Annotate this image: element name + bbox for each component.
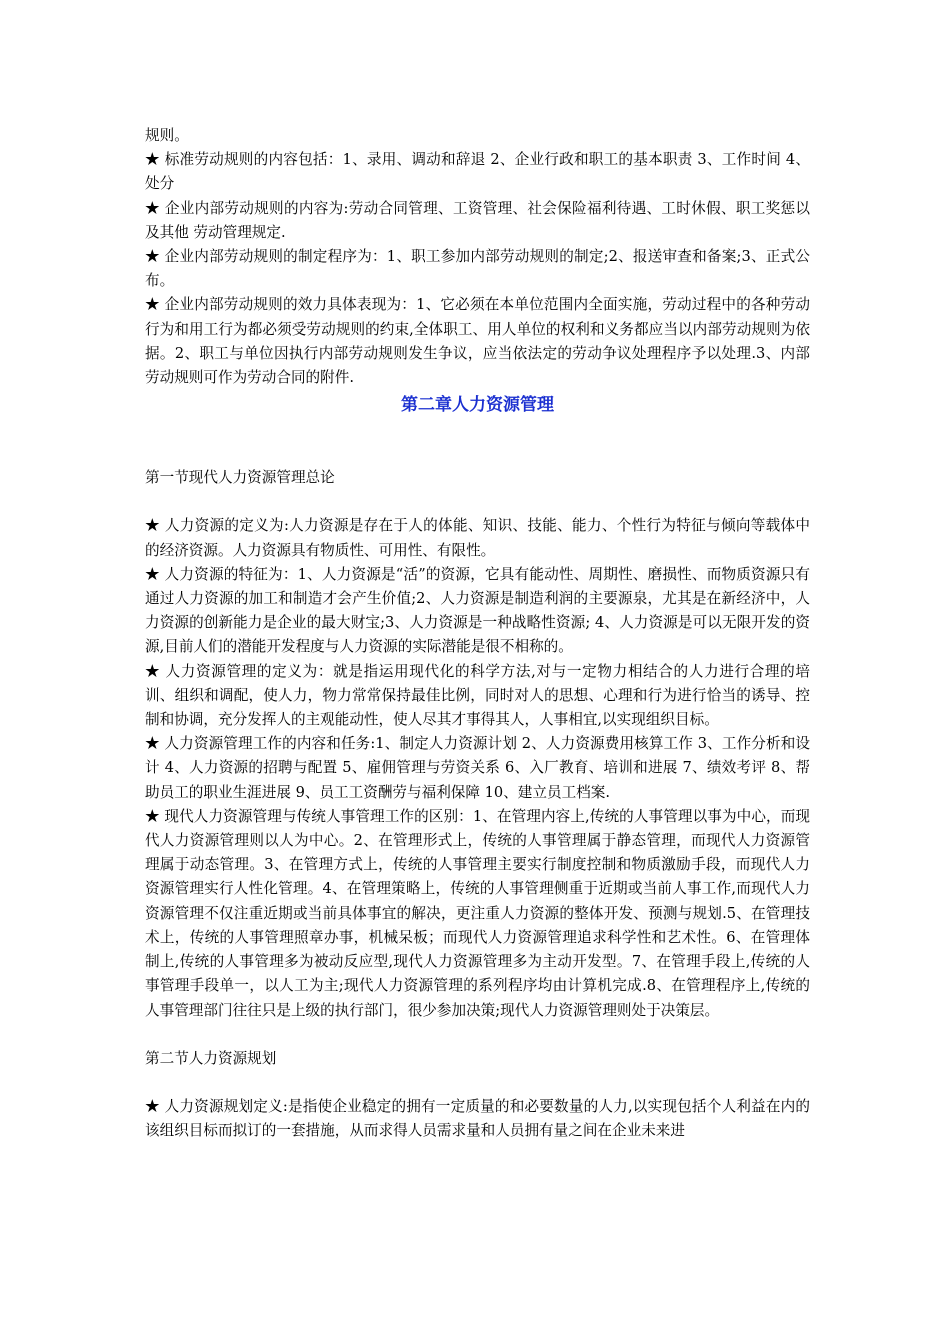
section-title: 第二节人力资源规划	[145, 1049, 277, 1067]
paragraph: ★ 人力资源的特征为：1、人力资源是“活”的资源，它具有能动性、周期性、磨损性、而物质资源只有通过人力资源的加工和制造才会产生价值;2、人力资源是制造利润的主要源泉，尤其是在新经济中，人力资源的创新能力是企业的最大财宝;3、人力资源是一种战略性资源; 4、人力资源是可以无限开发的资源,目前人们的潜能开发程度与人力资源的实际潜能是很不相称的。	[145, 565, 810, 656]
paragraph: 规则。	[145, 127, 189, 144]
paragraph: ★ 标准劳动规则的内容包括：1、录用、调动和辞退 2、企业行政和职工的基本职责 3、工作时间 4、处分	[145, 151, 810, 193]
paragraph: ★ 现代人力资源管理与传统人事管理工作的区别：1、在管理内容上,传统的人事管理以事为中心，而现代人力资源管理则以人为中心。2、在管理形式上，传统的人事管理属于静态管理，而现代人力资源管理属于动态管理。3、在管理方式上，传统的人事管理主要实行制度控制和物质激励手段，而现代人力资源管理实行人性化管理。4、在管理策略上，传统的人事管理侧重于近期或当前人事工作,而现代人力资源管理不仅注重近期或当前具体事宜的解决，更注重人力资源的整体开发、预测与规划.5、在管理技术上，传统的人事管理照章办事，机械呆板；而现代人力资源管理追求科学性和艺术性。6、在管理体制上,传统的人事管理多为被动反应型,现代人力资源管理多为主动开发型。7、在管理手段上,传统的人事管理手段单一，以人工为主;现代人力资源管理的系列程序均由计算机完成.8、在管理程序上,传统的人事管理部门往往只是上级的执行部门，很少参加决策;现代人力资源管理则处于决策层。	[145, 807, 810, 1019]
paragraph: ★ 人力资源管理的定义为：就是指运用现代化的科学方法,对与一定物力相结合的人力进行合理的培训、组织和调配，使人力，物力常常保持最佳比例，同时对人的思想、心理和行为进行恰当的诱导、控制和协调，充分发挥人的主观能动性，使人尽其才事得其人，人事相宜,以实现组织目标。	[145, 662, 810, 729]
document-page	[145, 124, 810, 1143]
section-title: 第一节现代人力资源管理总论	[145, 469, 335, 487]
paragraph: ★ 人力资源的定义为:人力资源是存在于人的体能、知识、技能、能力、个性行为特征与倾向等载体中的经济资源。人力资源具有物质性、可用性、有限性。	[145, 517, 810, 559]
paragraph: ★ 人力资源规划定义:是指使企业稳定的拥有一定质量的和必要数量的人力,以实现包括个人利益在内的该组织目标而拟订的一套措施，从而求得人员需求量和人员拥有量之间在企业未来进	[145, 1097, 810, 1140]
paragraph: ★ 企业内部劳动规则的内容为:劳动合同管理、工资管理、社会保险福利待遇、工时休假、职工奖惩以及其他 劳动管理规定.	[145, 199, 810, 241]
spacer	[145, 1071, 810, 1095]
paragraph: ★ 企业内部劳动规则的制定程序为：1、职工参加内部劳动规则的制定;2、报送审查和备案;3、正式公布。	[145, 248, 810, 290]
spacer	[145, 420, 810, 466]
spacer	[145, 490, 810, 514]
chapter-title: 第二章人力资源管理	[401, 395, 554, 416]
paragraph: ★ 人力资源管理工作的内容和任务:1、制定人力资源计划 2、人力资源费用核算工作 3、工作分析和设计 4、人力资源的招聘与配置 5、雇佣管理与劳资关系 6、入厂教育、培训和进展 7、绩效考评 8、帮助员工的职业生涯进展 9、员工工资酬劳与福利保障 10、建立员工档案.	[145, 735, 810, 801]
spacer	[145, 1023, 810, 1047]
paragraph: ★ 企业内部劳动规则的效力具体表现为：1、它必须在本单位范围内全面实施，劳动过程中的各种劳动行为和用工行为都必须受劳动规则的约束,全体职工、用人单位的权利和义务都应当以内部劳动规则为依据。2、职工与单位因执行内部劳动规则发生争议，应当依法定的劳动争议处理程序予以处理.3、内部劳动规则可作为劳动合同的附件.	[145, 296, 810, 387]
